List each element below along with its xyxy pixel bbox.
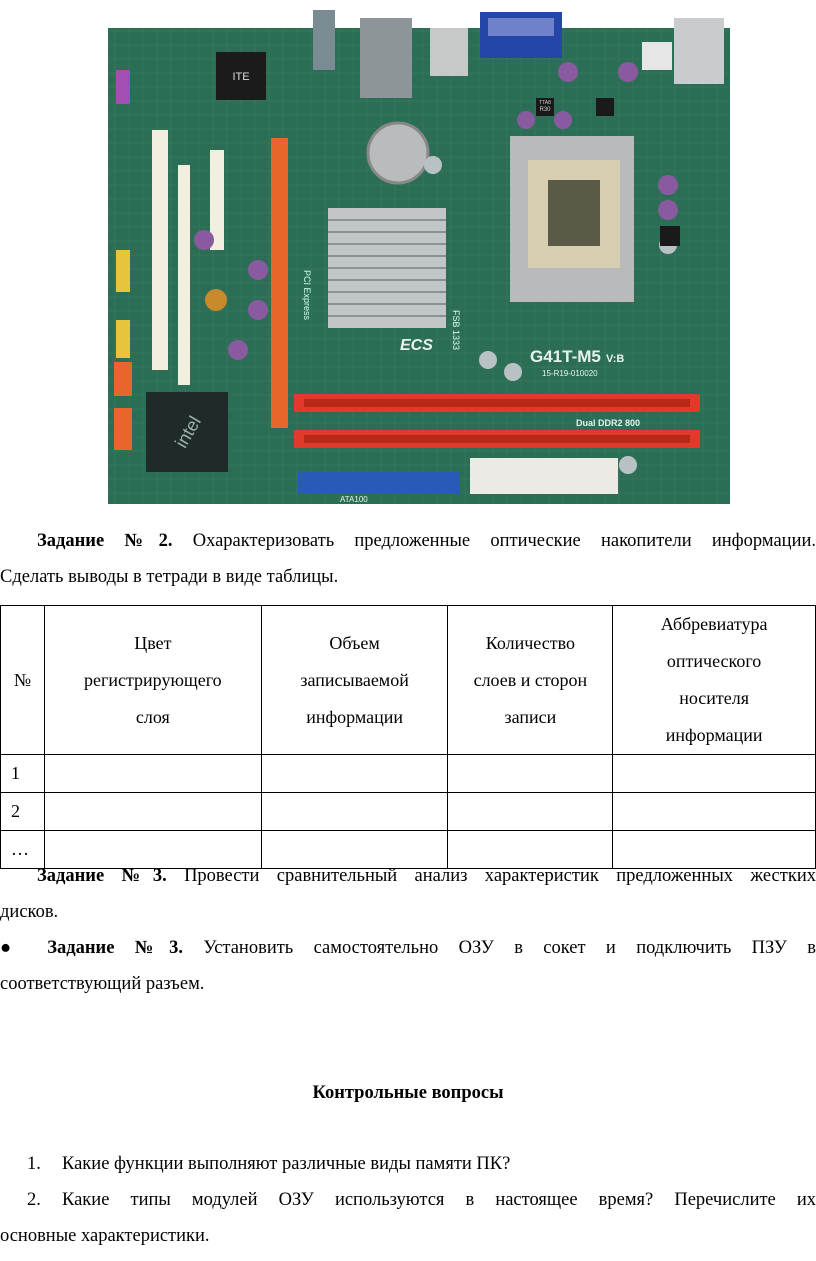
table-cell[interactable] [261,755,448,793]
ite-chip [216,52,266,100]
svg-text:ATA100: ATA100 [340,495,368,504]
row-number[interactable]: 2 [1,793,45,831]
table-row [1,755,816,793]
table-row [1,793,816,831]
table-cell[interactable] [448,755,613,793]
optical-media-table [0,605,816,869]
svg-text:PCI Express: PCI Express [302,270,312,321]
svg-text:V:B: V:B [606,353,625,365]
table-cell[interactable] [44,755,261,793]
task2-text-line2: Сделать выводы в тетради в виде таблицы. [0,567,339,587]
table-cell[interactable] [613,793,816,831]
svg-text:ECS: ECS [400,337,433,354]
table-cell[interactable] [44,793,261,831]
svg-text:TTA8: TTA8 [539,100,551,106]
table-cell[interactable] [448,793,613,831]
task3a-text-line2: дисков. [0,902,59,922]
svg-text:Dual DDR2 800: Dual DDR2 800 [576,418,641,428]
header-abbreviation[interactable]: Аббревиатура оптического носителя информации [613,606,816,755]
svg-text:intel: intel [171,412,205,452]
question-1-text: Какие функции выполняют различные виды памяти ПК? [62,1154,511,1174]
row-number[interactable]: 1 [1,755,45,793]
task3a-label: Задание №3. [37,866,167,886]
svg-text:FSB 1333: FSB 1333 [451,310,461,351]
question-2-number: 2. [27,1190,41,1210]
header-number[interactable]: № [1,606,45,755]
svg-text:ITE: ITE [232,71,250,83]
task3b-text-line1: Установить самостоятельно ОЗУ в сокет и подключить ПЗУ в [203,938,816,958]
svg-text:R30: R30 [539,107,551,113]
table-header-row [1,606,816,755]
header-color[interactable]: Цвет регистрирующего слоя [44,606,261,755]
header-volume[interactable]: Объем записываемой информации [261,606,448,755]
task3a-text-line1: Провести сравнительный анализ характеристик предложенных жестких [184,866,816,886]
bullet-icon: ● [0,938,27,958]
motherboard-photo [108,10,730,504]
task3a-paragraph-line1 [0,858,816,894]
question-2-text: Какие типы модулей ОЗУ используются в настоящее время? Перечислите их [62,1190,816,1210]
task2-paragraph-line1 [0,523,816,559]
svg-text:15-R19-010020: 15-R19-010020 [542,369,598,378]
table-cell[interactable] [613,755,816,793]
task3b-paragraph-line1 [0,930,816,966]
task2-text-line1: Охарактеризовать предложенные оптические накопители информации. [192,531,816,551]
task2-label: Задание №2. [37,531,173,551]
intel-chip [146,392,228,472]
question-2-line2: основные характеристики. [0,1226,210,1246]
question-1-number: 1. [27,1154,41,1174]
header-layers[interactable]: Количество слоев и сторон записи [448,606,613,755]
control-questions-title: Контрольные вопросы [312,1083,504,1103]
table-cell[interactable] [261,793,448,831]
task3b-text-line2: соответствующий разъем. [0,974,205,994]
row-number[interactable]: … [1,831,45,869]
model-label: G41T-M5 [530,347,601,366]
task3b-label: Задание №3. [47,938,183,958]
